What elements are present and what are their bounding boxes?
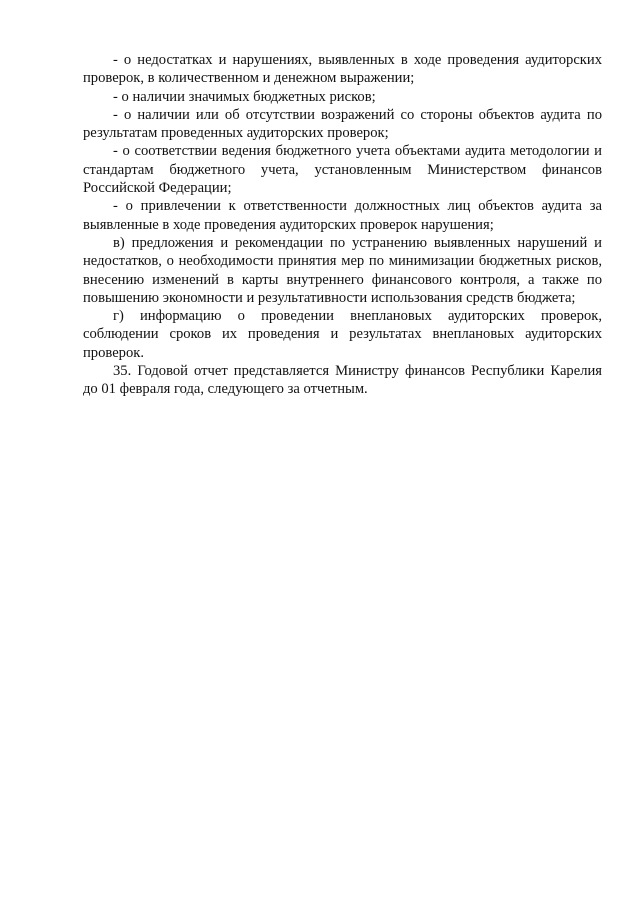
bullet-objections: - о наличии или об отсутствии возражений со стороны объектов аудита по результатам проведенных аудиторских проверок; [83, 106, 602, 142]
document-body [83, 51, 602, 399]
clause-35-annual-report: 35. Годовой отчет представляется Министру финансов Республики Карелия до 01 февраля года, следующего за отчетным. [83, 363, 602, 398]
item-g-unscheduled-audits: г) информацию о проведении внеплановых аудиторских проверок, соблюдении сроков их проведения и результатах внеплановых аудиторских проверок. [83, 308, 602, 361]
bullet-budget-risks: - о наличии значимых бюджетных рисков; [113, 88, 376, 105]
bullet-accounting-compliance: - о соответствии ведения бюджетного учета объектами аудита методологии и стандартам бюджетного учета, установленным Министерством финансов Российской Федерации; [83, 143, 602, 197]
item-v-proposals: в) предложения и рекомендации по устранению выявленных нарушений и недостатков, о необходимости принятия мер по минимизации бюджетных рисков, внесению изменений в карты внутреннего финансового контроля, а также по повышению экономности и результативности использования средств бюджета; [83, 234, 602, 306]
bullet-deficiencies: - о недостатках и нарушениях, выявленных в ходе проведения аудиторских проверок, в количественном и денежном выражении; [83, 52, 602, 87]
bullet-liability: - о привлечении к ответственности должностных лиц объектов аудита за выявленные в ходе проведения аудиторских проверок нарушения; [83, 198, 602, 233]
